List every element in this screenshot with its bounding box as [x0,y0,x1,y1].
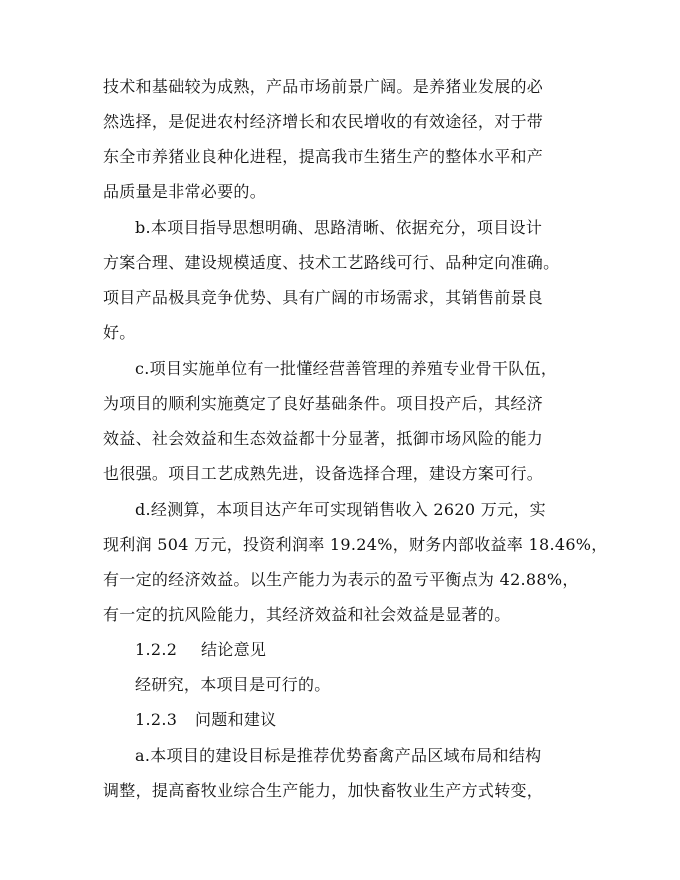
section-title: 问题和建议 [195,710,277,729]
paragraph-c-line-3: 效益、社会效益和生态效益都十分显著，抵御市场风险的能力 [103,429,544,448]
section-heading-1-2-2 [135,640,266,660]
paragraph-b-line-3: 项目产品极具竞争优势、具有广阔的市场需求，其销售前景良 [103,288,544,307]
section-number: 1.2.2 [135,640,178,659]
paragraph-1-line-1: 技术和基础较为成熟，产品市场前景广阔。是养猪业发展的必 [103,77,544,96]
section-heading-1-2-3 [135,710,277,730]
paragraph-d-line-2: 现利润 504 万元，投资利润率 19.24%，财务内部收益率 18.46%， [103,535,608,554]
paragraph-1-line-2: 然选择，是促进农村经济增长和农民增收的有效途径，对于带 [103,112,544,131]
paragraph-d-line-3: 有一定的经济效益。以生产能力为表示的盈亏平衡点为 42.88%， [103,570,579,589]
paragraph-b-line-2: 方案合理、建设规模适度、技术工艺路线可行、品种定向准确。 [103,253,560,272]
paragraph-d-line-1: d.经测算，本项目达产年可实现销售收入 2620 万元，实 [135,500,546,519]
paragraph-c-line-2: 为项目的顺利实施奠定了良好基础条件。项目投产后，其经济 [103,394,544,413]
section-number: 1.2.3 [135,710,178,729]
paragraph-b-line-4: 好。 [103,323,136,342]
section-title: 结论意见 [201,640,267,659]
paragraph-a-line-1: a.本项目的建设目标是推荐优势畜禽产品区域布局和结构 [135,746,542,765]
paragraph-1-line-4: 品质量是非常必要的。 [103,182,267,201]
conclusion-paragraph: 经研究，本项目是可行的。 [135,675,331,694]
paragraph-d-line-4: 有一定的抗风险能力，其经济效益和社会效益是显著的。 [103,605,511,624]
paragraph-c-line-1: c.项目实施单位有一批懂经营善管理的养殖专业骨干队伍， [135,359,558,378]
paragraph-c-line-4: 也很强。项目工艺成熟先进，设备选择合理，建设方案可行。 [103,464,544,483]
paragraph-a-line-2: 调整，提高畜牧业综合生产能力，加快畜牧业生产方式转变， [103,781,544,800]
paragraph-b-line-1: b.本项目指导思想明确、思路清晰、依据充分，项目设计 [135,218,543,237]
paragraph-1-line-3: 东全市养猪业良种化进程，提高我市生猪生产的整体水平和产 [103,147,544,166]
